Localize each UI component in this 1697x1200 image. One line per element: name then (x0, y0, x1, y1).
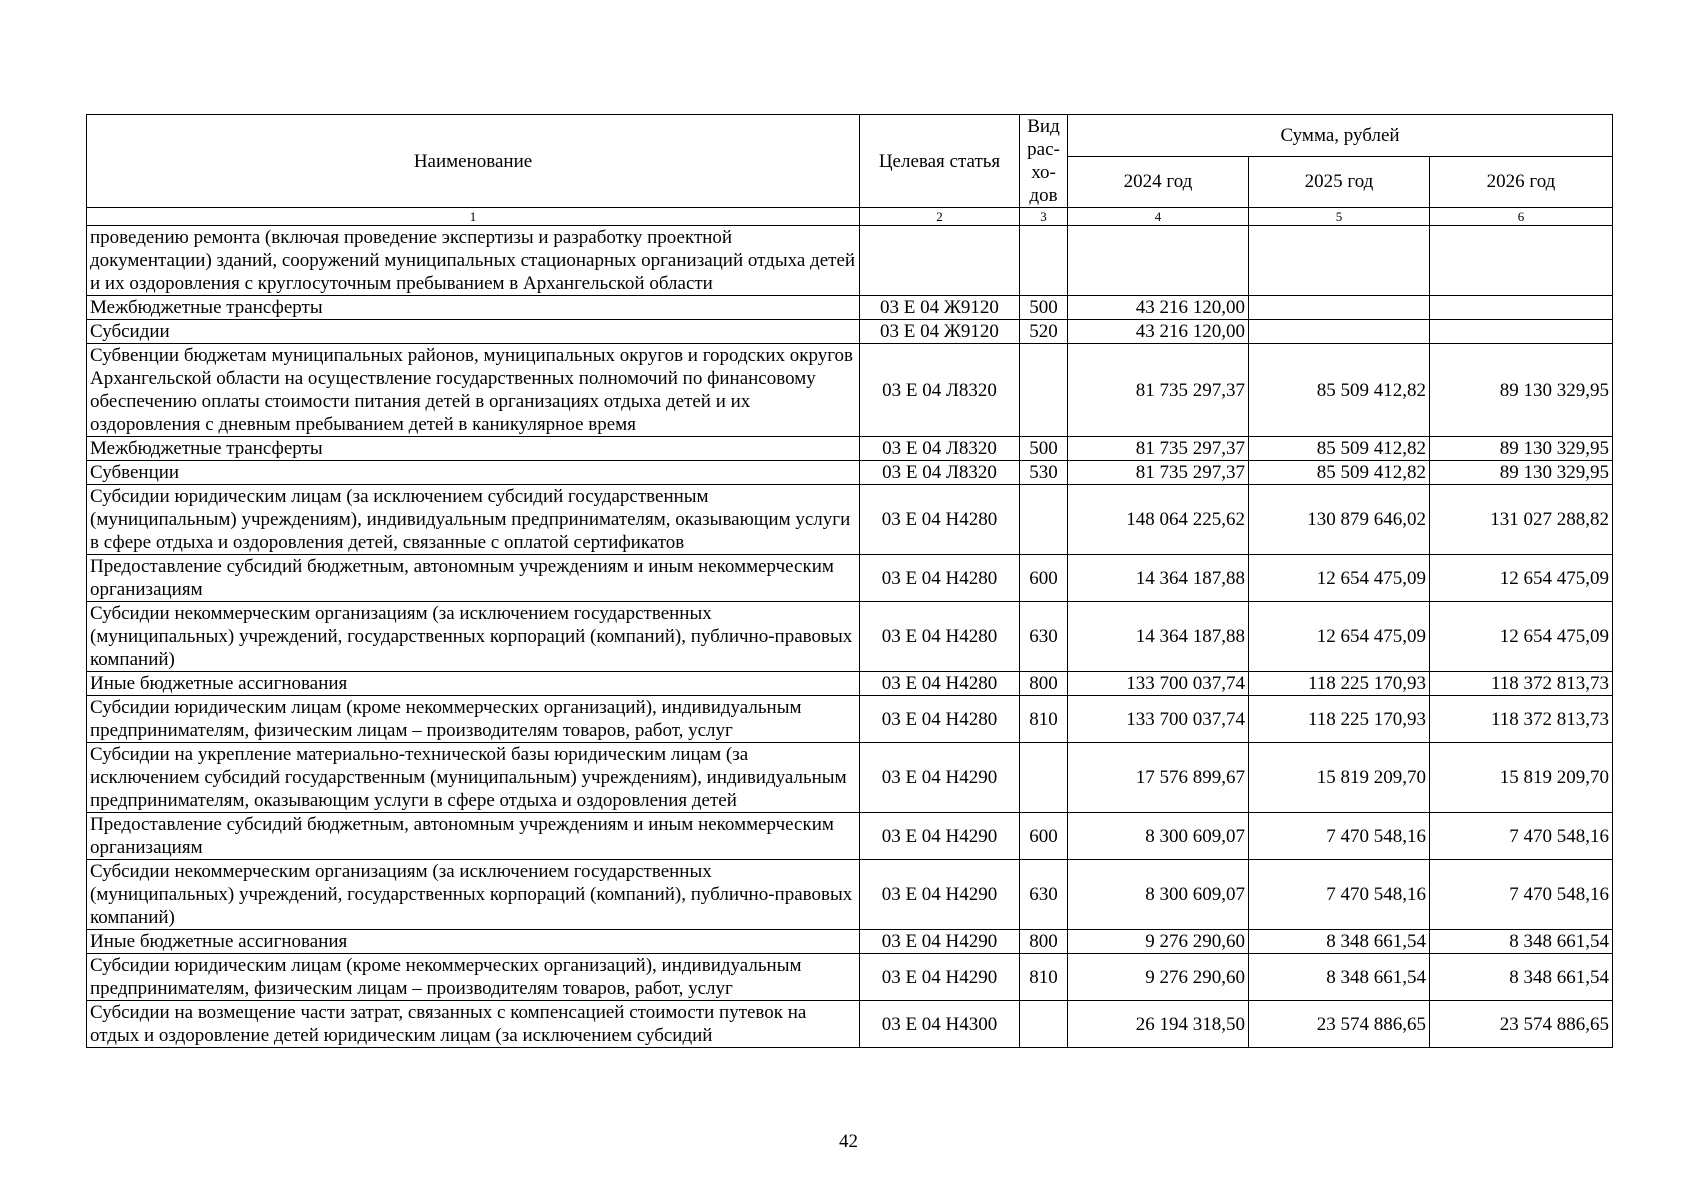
row-target-article: 03 Е 04 Н4280 (860, 672, 1020, 696)
row-name: Межбюджетные трансферты (87, 296, 860, 320)
row-amount-2026: 131 027 288,82 (1430, 485, 1613, 555)
row-name: Субсидии некоммерческим организациям (за исключением государственных (муниципальных) учреждений, государственных корпораций (компаний), публично-правовых компаний) (87, 860, 860, 930)
table-row (87, 485, 1613, 555)
row-name: Субсидии юридическим лицам (за исключением субсидий государственным (муниципальным) учреждениям), индивидуальным предпринимателям, оказывающим услуги в сфере отдыха и оздоровления детей, связанные с оплатой сертификатов (87, 485, 860, 555)
row-expense-kind: 630 (1020, 860, 1068, 930)
row-expense-kind (1020, 743, 1068, 813)
table-row (87, 696, 1613, 743)
table-row (87, 461, 1613, 485)
row-name: Субсидии некоммерческим организациям (за исключением государственных (муниципальных) учреждений, государственных корпораций (компаний), публично-правовых компаний) (87, 602, 860, 672)
table-row (87, 602, 1613, 672)
row-amount-2024: 14 364 187,88 (1068, 555, 1249, 602)
row-amount-2026: 89 130 329,95 (1430, 344, 1613, 437)
row-amount-2026: 7 470 548,16 (1430, 860, 1613, 930)
row-name: Субсидии на укрепление материально-технической базы юридическим лицам (за исключением субсидий государственным (муниципальным) учреждениям), индивидуальным предпринимателям, оказывающим услуги в сфере отдыха и оздоровления детей (87, 743, 860, 813)
column-number: 3 (1020, 208, 1068, 226)
row-amount-2024: 81 735 297,37 (1068, 461, 1249, 485)
row-amount-2025: 85 509 412,82 (1249, 461, 1430, 485)
row-amount-2026 (1430, 226, 1613, 296)
row-amount-2025: 12 654 475,09 (1249, 555, 1430, 602)
row-amount-2025 (1249, 320, 1430, 344)
row-amount-2024: 8 300 609,07 (1068, 813, 1249, 860)
row-name: Субсидии (87, 320, 860, 344)
row-expense-kind: 800 (1020, 672, 1068, 696)
table-body (87, 226, 1613, 1048)
row-name: Предоставление субсидий бюджетным, автономным учреждениям и иным некоммерческим организациям (87, 555, 860, 602)
row-amount-2025 (1249, 226, 1430, 296)
row-target-article: 03 Е 04 Ж9120 (860, 320, 1020, 344)
table-row (87, 954, 1613, 1001)
table-row (87, 860, 1613, 930)
row-amount-2024: 8 300 609,07 (1068, 860, 1249, 930)
row-name: Субвенции бюджетам муниципальных районов, муниципальных округов и городских округов Архангельской области на осуществление государственных полномочий по финансовому обеспечению оплаты стоимости питания детей в организациях отдыха детей и их оздоровления с дневным пребыванием детей в каникулярное время (87, 344, 860, 437)
row-amount-2024: 9 276 290,60 (1068, 954, 1249, 1001)
row-amount-2026: 118 372 813,73 (1430, 696, 1613, 743)
row-name: проведению ремонта (включая проведение экспертизы и разработку проектной документации) зданий, сооружений муниципальных стационарных организаций отдыха детей и их оздоровления с круглосуточным пребыванием в Архангельской области (87, 226, 860, 296)
row-expense-kind (1020, 485, 1068, 555)
row-expense-kind: 810 (1020, 696, 1068, 743)
row-amount-2026: 15 819 209,70 (1430, 743, 1613, 813)
row-amount-2025: 23 574 886,65 (1249, 1001, 1430, 1048)
row-name: Субсидии юридическим лицам (кроме некоммерческих организаций), индивидуальным предпринимателям, физическим лицам – производителям товаров, работ, услуг (87, 954, 860, 1001)
row-target-article: 03 Е 04 Л8320 (860, 437, 1020, 461)
row-amount-2026: 23 574 886,65 (1430, 1001, 1613, 1048)
row-expense-kind: 600 (1020, 813, 1068, 860)
row-name: Субвенции (87, 461, 860, 485)
header-sum: Сумма, рублей (1068, 115, 1613, 157)
row-amount-2024: 81 735 297,37 (1068, 437, 1249, 461)
row-amount-2025 (1249, 296, 1430, 320)
row-name: Субсидии на возмещение части затрат, связанных с компенсацией стоимости путевок на отдых и оздоровление детей юридическим лицам (за исключением субсидий (87, 1001, 860, 1048)
table-row (87, 296, 1613, 320)
row-amount-2024: 9 276 290,60 (1068, 930, 1249, 954)
row-amount-2026: 118 372 813,73 (1430, 672, 1613, 696)
column-number: 5 (1249, 208, 1430, 226)
row-amount-2025: 85 509 412,82 (1249, 344, 1430, 437)
row-expense-kind: 600 (1020, 555, 1068, 602)
row-amount-2024: 148 064 225,62 (1068, 485, 1249, 555)
row-amount-2026 (1430, 320, 1613, 344)
header-year-2026: 2026 год (1430, 156, 1613, 207)
row-expense-kind: 810 (1020, 954, 1068, 1001)
row-target-article: 03 Е 04 Н4280 (860, 485, 1020, 555)
row-amount-2025: 118 225 170,93 (1249, 672, 1430, 696)
table-row (87, 226, 1613, 296)
column-number-row (87, 208, 1613, 226)
row-expense-kind (1020, 226, 1068, 296)
header-year-2025: 2025 год (1249, 156, 1430, 207)
budget-table (86, 114, 1613, 1048)
row-expense-kind: 530 (1020, 461, 1068, 485)
row-name: Иные бюджетные ассигнования (87, 672, 860, 696)
row-target-article: 03 Е 04 Н4290 (860, 813, 1020, 860)
table-row (87, 930, 1613, 954)
row-target-article: 03 Е 04 Н4290 (860, 860, 1020, 930)
header-year-2024: 2024 год (1068, 156, 1249, 207)
row-target-article: 03 Е 04 Н4290 (860, 930, 1020, 954)
row-amount-2024: 43 216 120,00 (1068, 296, 1249, 320)
row-amount-2024: 133 700 037,74 (1068, 696, 1249, 743)
row-amount-2024: 81 735 297,37 (1068, 344, 1249, 437)
table-row (87, 813, 1613, 860)
row-amount-2025: 7 470 548,16 (1249, 860, 1430, 930)
row-target-article: 03 Е 04 Н4280 (860, 555, 1020, 602)
row-name: Предоставление субсидий бюджетным, автономным учреждениям и иным некоммерческим организациям (87, 813, 860, 860)
table-row (87, 672, 1613, 696)
row-amount-2026 (1430, 296, 1613, 320)
row-expense-kind: 500 (1020, 296, 1068, 320)
row-amount-2026: 12 654 475,09 (1430, 555, 1613, 602)
row-amount-2026: 89 130 329,95 (1430, 461, 1613, 485)
row-amount-2024: 17 576 899,67 (1068, 743, 1249, 813)
row-amount-2024: 14 364 187,88 (1068, 602, 1249, 672)
row-expense-kind: 500 (1020, 437, 1068, 461)
row-amount-2025: 8 348 661,54 (1249, 930, 1430, 954)
row-expense-kind: 800 (1020, 930, 1068, 954)
row-target-article: 03 Е 04 Н4280 (860, 602, 1020, 672)
header-name: Наименование (87, 115, 860, 208)
column-number: 6 (1430, 208, 1613, 226)
row-target-article: 03 Е 04 Н4290 (860, 954, 1020, 1001)
header-expense-kind: Вид рас-хо-дов (1020, 115, 1068, 208)
row-amount-2026: 8 348 661,54 (1430, 930, 1613, 954)
table-header (87, 115, 1613, 226)
row-name: Субсидии юридическим лицам (кроме некоммерческих организаций), индивидуальным предпринимателям, физическим лицам – производителям товаров, работ, услуг (87, 696, 860, 743)
row-target-article: 03 Е 04 Н4290 (860, 743, 1020, 813)
header-target-article: Целевая статья (860, 115, 1020, 208)
row-expense-kind (1020, 344, 1068, 437)
row-amount-2026: 7 470 548,16 (1430, 813, 1613, 860)
column-number: 4 (1068, 208, 1249, 226)
row-expense-kind: 630 (1020, 602, 1068, 672)
row-target-article: 03 Е 04 Л8320 (860, 344, 1020, 437)
row-amount-2026: 12 654 475,09 (1430, 602, 1613, 672)
table-row (87, 1001, 1613, 1048)
row-amount-2026: 89 130 329,95 (1430, 437, 1613, 461)
row-expense-kind: 520 (1020, 320, 1068, 344)
row-name: Межбюджетные трансферты (87, 437, 860, 461)
row-amount-2025: 12 654 475,09 (1249, 602, 1430, 672)
table-row (87, 320, 1613, 344)
row-amount-2025: 7 470 548,16 (1249, 813, 1430, 860)
row-target-article: 03 Е 04 Ж9120 (860, 296, 1020, 320)
row-amount-2024 (1068, 226, 1249, 296)
row-target-article: 03 Е 04 Н4300 (860, 1001, 1020, 1048)
row-name: Иные бюджетные ассигнования (87, 930, 860, 954)
table-row (87, 344, 1613, 437)
row-amount-2024: 26 194 318,50 (1068, 1001, 1249, 1048)
row-amount-2025: 85 509 412,82 (1249, 437, 1430, 461)
row-target-article: 03 Е 04 Л8320 (860, 461, 1020, 485)
table-row (87, 555, 1613, 602)
column-number: 1 (87, 208, 860, 226)
row-amount-2024: 133 700 037,74 (1068, 672, 1249, 696)
table-row (87, 437, 1613, 461)
row-amount-2025: 8 348 661,54 (1249, 954, 1430, 1001)
row-amount-2025: 118 225 170,93 (1249, 696, 1430, 743)
column-number: 2 (860, 208, 1020, 226)
row-amount-2026: 8 348 661,54 (1430, 954, 1613, 1001)
row-expense-kind (1020, 1001, 1068, 1048)
row-amount-2025: 130 879 646,02 (1249, 485, 1430, 555)
row-amount-2024: 43 216 120,00 (1068, 320, 1249, 344)
row-target-article: 03 Е 04 Н4280 (860, 696, 1020, 743)
page-number: 42 (839, 1131, 858, 1152)
table-row (87, 743, 1613, 813)
row-target-article (860, 226, 1020, 296)
row-amount-2025: 15 819 209,70 (1249, 743, 1430, 813)
